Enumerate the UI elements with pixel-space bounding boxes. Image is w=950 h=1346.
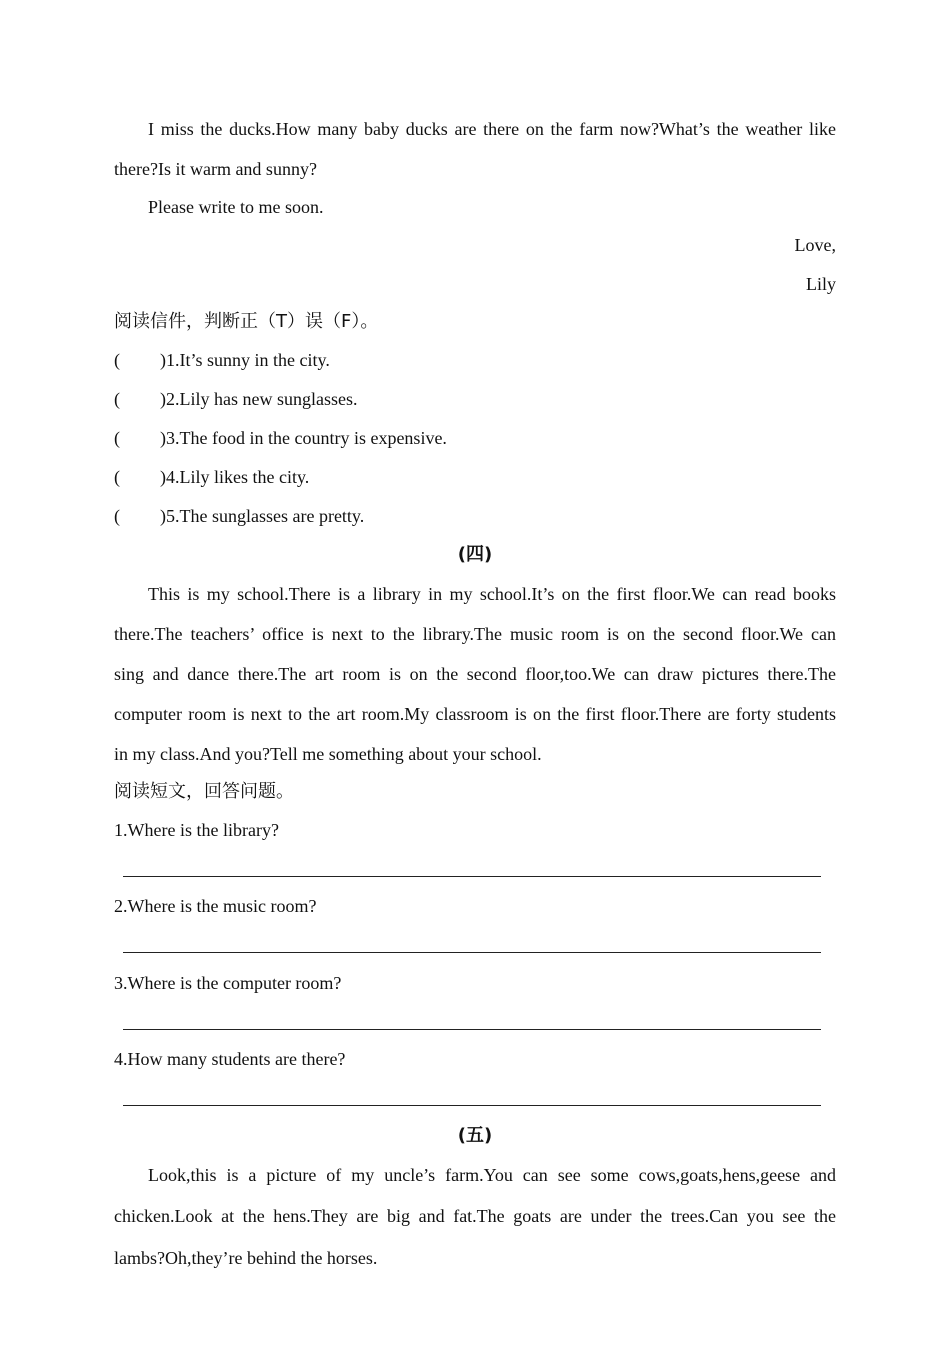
tf-question-3	[114, 426, 447, 450]
passage-line: Look,this is a picture of my uncle’s farm.You can see some cows,goats,hens,geese and	[148, 1165, 836, 1185]
passage-line: This is my school.There is a library in my school.It’s on the first floor.We can read books	[148, 584, 836, 604]
letter-signature: Lily	[806, 274, 836, 294]
tf-question-1	[114, 348, 330, 372]
passage-line: in my class.And you?Tell me something about your school.	[114, 744, 542, 764]
passage-line: lambs?Oh,they’re behind the horses.	[114, 1248, 378, 1268]
section4-heading: (四)	[457, 544, 493, 565]
answer-line-3[interactable]	[123, 1029, 821, 1030]
question-text: )1.It’s sunny in the city.	[160, 350, 330, 370]
answer-blank[interactable]: (	[114, 350, 120, 370]
question-1: 1.Where is the library?	[114, 820, 279, 840]
answer-line-2[interactable]	[123, 952, 821, 953]
question-text: )4.Lily likes the city.	[160, 467, 310, 487]
letter-paragraph-line: there?Is it warm and sunny?	[114, 159, 317, 179]
answer-blank[interactable]: (	[114, 389, 120, 409]
tf-question-5	[114, 504, 364, 528]
question-text: )3.The food in the country is expensive.	[160, 428, 447, 448]
tf-question-2	[114, 387, 357, 411]
section5-heading: (五)	[457, 1125, 493, 1146]
letter-closing: Love,	[794, 235, 836, 255]
section4-instruction: 阅读短文，回答问题。	[114, 781, 294, 802]
question-2: 2.Where is the music room?	[114, 896, 317, 916]
letter-paragraph-line: I miss the ducks.How many baby ducks are there on the farm now?What’s the weather like	[148, 119, 836, 139]
answer-line-1[interactable]	[123, 876, 821, 877]
tf-question-4	[114, 465, 309, 489]
passage-line: there.The teachers’ office is next to the library.The music room is on the second floor.We can	[114, 624, 836, 644]
passage-line: sing and dance there.The art room is on the second floor,too.We can draw pictures there.The	[114, 664, 836, 684]
passage-line: chicken.Look at the hens.They are big and fat.The goats are under the trees.Can you see the	[114, 1206, 836, 1226]
answer-blank[interactable]: (	[114, 506, 120, 526]
question-text: )5.The sunglasses are pretty.	[160, 506, 365, 526]
section3-instruction: 阅读信件，判断正（T）误（F）。	[114, 311, 379, 332]
question-3: 3.Where is the computer room?	[114, 973, 342, 993]
passage-line: computer room is next to the art room.My classroom is on the first floor.There are forty students	[114, 704, 836, 724]
question-4: 4.How many students are there?	[114, 1049, 346, 1069]
question-text: )2.Lily has new sunglasses.	[160, 389, 358, 409]
answer-blank[interactable]: (	[114, 467, 120, 487]
answer-line-4[interactable]	[123, 1105, 821, 1106]
answer-blank[interactable]: (	[114, 428, 120, 448]
letter-paragraph: Please write to me soon.	[148, 197, 324, 217]
